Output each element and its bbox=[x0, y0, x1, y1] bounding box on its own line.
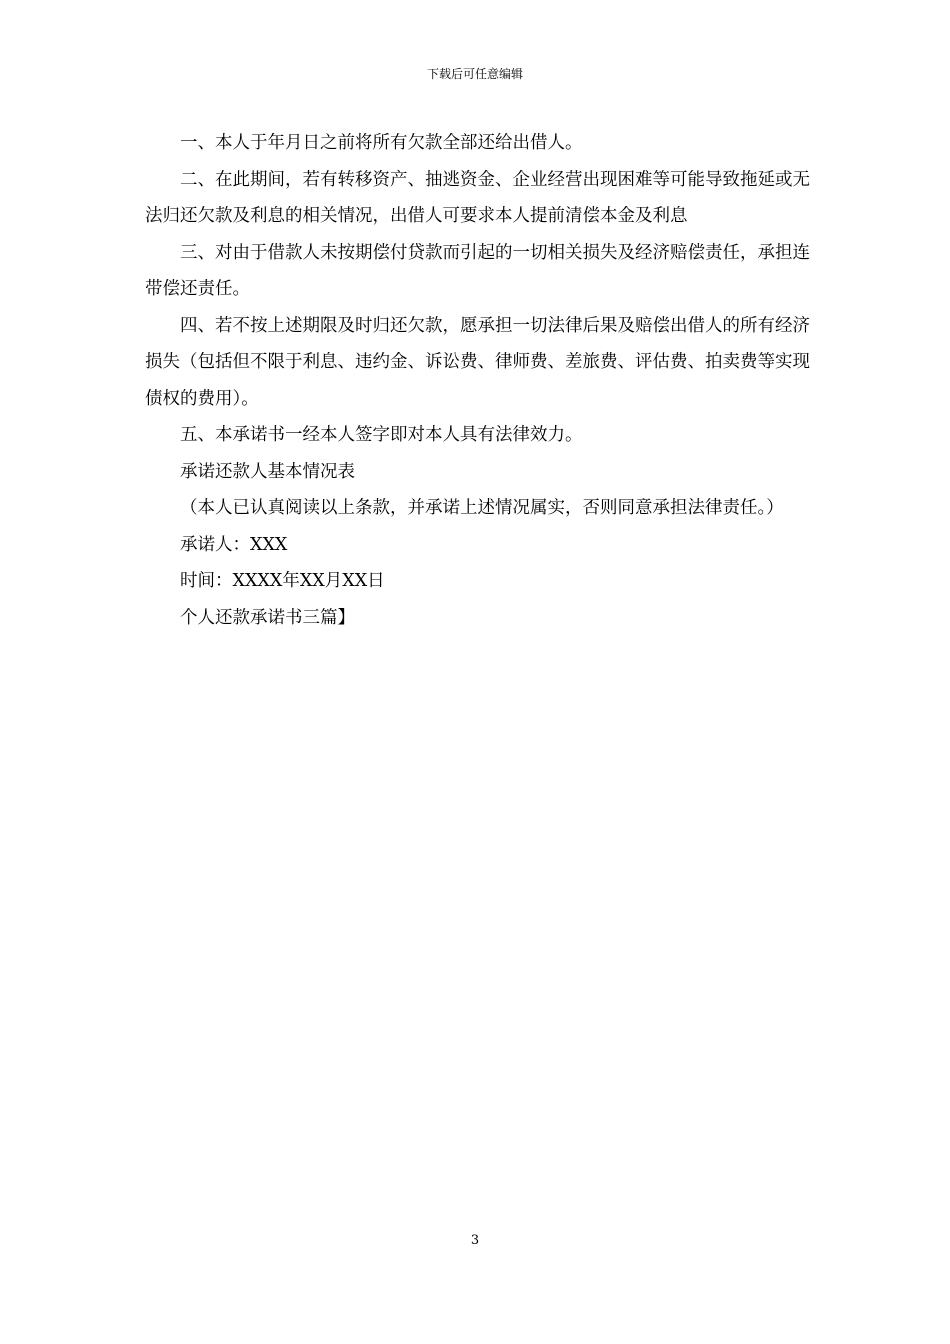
clause-3: 三、对由于借款人未按期偿付贷款而引起的一切相关损失及经济赔偿责任，承担连带偿还责任。 bbox=[145, 242, 810, 299]
declaration: （本人已认真阅读以上条款，并承诺上述情况属实，否则同意承担法律责任。） bbox=[180, 498, 784, 518]
info-table-title: 承诺还款人基本情况表 bbox=[180, 461, 355, 482]
section-title: 个人还款承诺书三篇】 bbox=[180, 607, 355, 628]
clause-4: 四、若不按上述期限及时归还欠款，愿承担一切法律后果及赔偿出借人的所有经济损失（包括但不限于利息、违约金、诉讼费、律师费、差旅费、评估费、拍卖费等实现债权的费用）。 bbox=[145, 315, 810, 409]
clause-2: 二、在此期间，若有转移资产、抽逃资金、企业经营出现困难等可能导致拖延或无法归还欠款及利息的相关情况，出借人可要求本人提前清偿本金及利息 bbox=[145, 169, 810, 226]
clause-1: 一、本人于年月日之前将所有欠款全部还给出借人。 bbox=[180, 133, 583, 153]
page-number: 3 bbox=[470, 1233, 480, 1248]
clause-5: 五、本承诺书一经本人签字即对本人具有法律效力。 bbox=[180, 425, 583, 445]
date-line: 时间：XXXX年XX月XX日 bbox=[180, 571, 385, 591]
document-body bbox=[145, 125, 810, 636]
signatory-line: 承诺人：XXX bbox=[180, 534, 288, 555]
page-header: 下载后可任意编辑 bbox=[426, 67, 523, 81]
